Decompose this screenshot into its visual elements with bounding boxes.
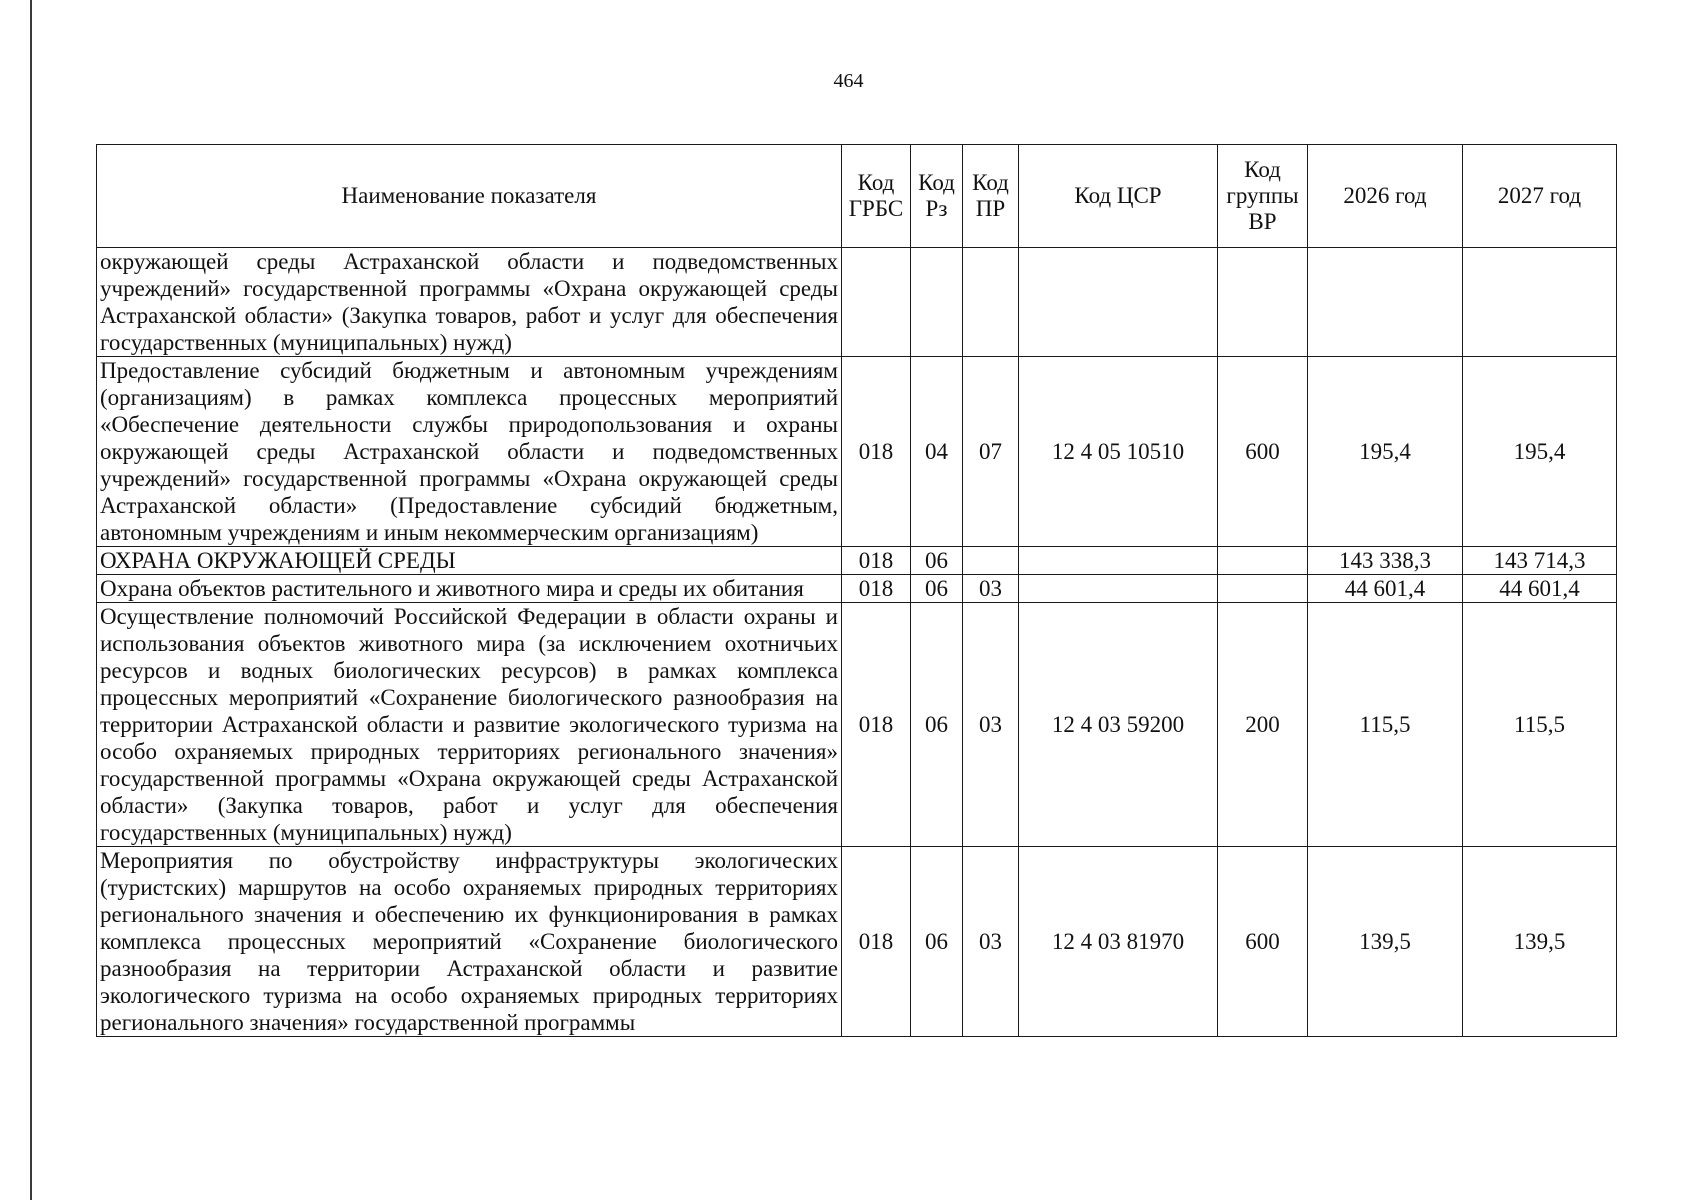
page-margin-line: [30, 0, 32, 1200]
row-grbs: 018: [842, 575, 911, 603]
row-vr: 600: [1218, 847, 1308, 1037]
row-2026: 115,5: [1308, 603, 1463, 847]
row-pr: 03: [963, 575, 1019, 603]
row-grbs: 018: [842, 547, 911, 575]
table-row: [97, 547, 1617, 575]
row-2026: [1308, 248, 1463, 357]
row-rz: 06: [911, 575, 963, 603]
row-2026: 139,5: [1308, 847, 1463, 1037]
row-rz: 04: [911, 357, 963, 547]
budget-table: [96, 144, 1617, 1037]
header-vr: Код группы ВР: [1218, 145, 1308, 248]
row-csr: 12 4 03 81970: [1019, 847, 1218, 1037]
row-grbs: 018: [842, 847, 911, 1037]
row-2027: 195,4: [1463, 357, 1617, 547]
row-name: Охрана объектов растительного и животного мира и среды их обитания: [97, 575, 842, 603]
row-vr: 200: [1218, 603, 1308, 847]
row-2027: [1463, 248, 1617, 357]
row-grbs: 018: [842, 603, 911, 847]
row-2026: 195,4: [1308, 357, 1463, 547]
row-name: Мероприятия по обустройству инфраструктуры экологических (туристских) маршрутов на особо охраняемых природных территориях регионального значения и обеспечению их функционирования в рамках комплекса процессных мероприятий «Сохранение биологического разнообразия на территории Астраханской области и развитие экологического туризма на особо охраняемых природных территориях регионального значения» государственной программы: [97, 847, 842, 1037]
row-2027: 139,5: [1463, 847, 1617, 1037]
row-name: ОХРАНА ОКРУЖАЮЩЕЙ СРЕДЫ: [97, 547, 842, 575]
row-csr: [1019, 248, 1218, 357]
row-name: Осуществление полномочий Российской Федерации в области охраны и использования объектов животного мира (за исключением охотничьих ресурсов и водных биологических ресурсов) в рамках комплекса процессных мероприятий «Сохранение биологического разнообразия на территории Астраханской области и развитие экологического туризма на особо охраняемых природных территориях регионального значения» государственной программы «Охрана окружающей среды Астраханской области» (Закупка товаров, работ и услуг для обеспечения государственных (муниципальных) нужд): [97, 603, 842, 847]
row-2026: 143 338,3: [1308, 547, 1463, 575]
row-csr: 12 4 05 10510: [1019, 357, 1218, 547]
row-vr: [1218, 248, 1308, 357]
row-pr: 03: [963, 847, 1019, 1037]
page-number: 464: [833, 70, 864, 92]
row-rz: 06: [911, 603, 963, 847]
table-row: [97, 248, 1617, 357]
row-vr: [1218, 547, 1308, 575]
row-2027: 143 714,3: [1463, 547, 1617, 575]
row-csr: 12 4 03 59200: [1019, 603, 1218, 847]
table-row: [97, 357, 1617, 547]
table-row: [97, 575, 1617, 603]
header-pr: Код ПР: [963, 145, 1019, 248]
row-pr: 07: [963, 357, 1019, 547]
table-row: [97, 847, 1617, 1037]
row-name: окружающей среды Астраханской области и подведомственных учреждений» государственной программы «Охрана окружающей среды Астраханской области» (Закупка товаров, работ и услуг для обеспечения государственных (муниципальных) нужд): [97, 248, 842, 357]
row-2026: 44 601,4: [1308, 575, 1463, 603]
header-2027: 2027 год: [1463, 145, 1617, 248]
header-name: Наименование показателя: [97, 145, 842, 248]
row-rz: 06: [911, 547, 963, 575]
row-csr: [1019, 575, 1218, 603]
header-grbs: Код ГРБС: [842, 145, 911, 248]
header-2026: 2026 год: [1308, 145, 1463, 248]
row-2027: 44 601,4: [1463, 575, 1617, 603]
row-grbs: 018: [842, 357, 911, 547]
header-rz: Код Рз: [911, 145, 963, 248]
row-pr: [963, 248, 1019, 357]
table-header-row: [97, 145, 1617, 248]
row-grbs: [842, 248, 911, 357]
row-vr: 600: [1218, 357, 1308, 547]
row-csr: [1019, 547, 1218, 575]
header-csr: Код ЦСР: [1019, 145, 1218, 248]
row-vr: [1218, 575, 1308, 603]
row-2027: 115,5: [1463, 603, 1617, 847]
row-rz: [911, 248, 963, 357]
table-row: [97, 603, 1617, 847]
row-pr: [963, 547, 1019, 575]
row-name: Предоставление субсидий бюджетным и автономным учреждениям (организациям) в рамках комплекса процессных мероприятий «Обеспечение деятельности службы природопользования и охраны окружающей среды Астраханской области и подведомственных учреждений» государственной программы «Охрана окружающей среды Астраханской области» (Предоставление субсидий бюджетным, автономным учреждениям и иным некоммерческим организациям): [97, 357, 842, 547]
row-pr: 03: [963, 603, 1019, 847]
row-rz: 06: [911, 847, 963, 1037]
